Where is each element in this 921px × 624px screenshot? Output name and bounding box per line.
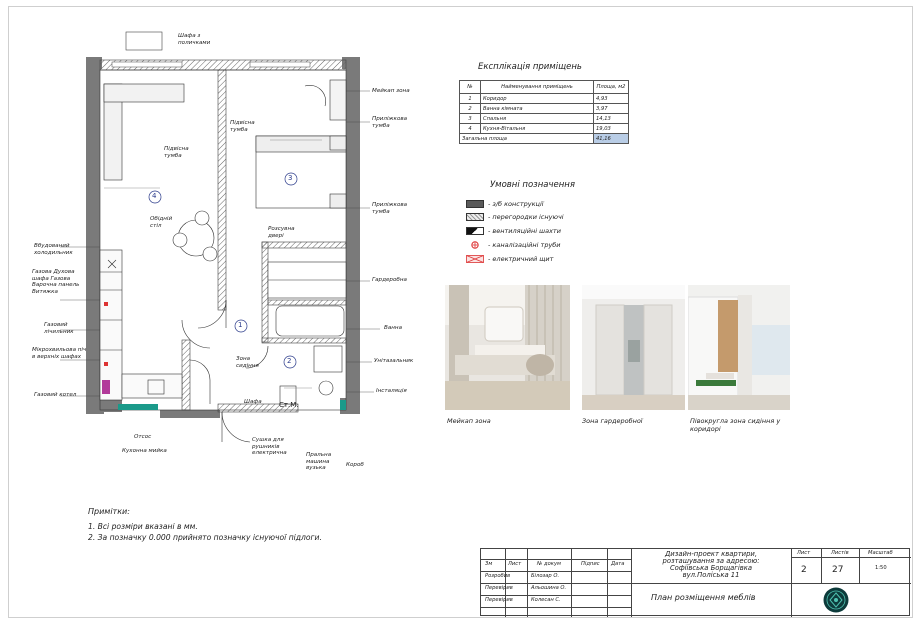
tb-name-1: Білозар О. <box>531 573 560 579</box>
room-number-2: 2 <box>287 357 292 365</box>
caption-wardrobe: Зона гардеробної <box>582 417 643 425</box>
tb-head-sheet: Лист <box>797 550 811 556</box>
note-2: 2. За позначку 0.000 прийнято позначку існуючої підлоги. <box>88 533 322 542</box>
caption-makeup: Мейкап зона <box>447 417 491 425</box>
legend-item: - каналізаційні труби <box>466 241 561 249</box>
vent-shaft-icon <box>466 227 484 235</box>
tb-scale: 1:50 <box>875 565 887 571</box>
concrete-swatch-icon <box>466 200 484 208</box>
label-box: Короб <box>346 462 364 468</box>
tb-name-3: Колесан С. <box>531 597 561 603</box>
label-kitchen-sink: Кухонна мийка <box>122 448 167 454</box>
table-row: 4 Кухня-Вітальня 19,03 <box>460 124 629 134</box>
label-shelf: Шафа з поличками <box>178 33 211 46</box>
tb-head-sheets: Листів <box>831 550 849 556</box>
exp-head-name: Найменування приміщень <box>481 81 594 94</box>
title-block <box>480 548 910 616</box>
tb-role-3: Перевірив <box>485 597 513 603</box>
table-row: 1 Коридор 4,93 <box>460 94 629 104</box>
partition-swatch-icon <box>466 213 484 221</box>
tb-role-1: Розробив <box>485 573 511 579</box>
electric-panel-icon <box>466 255 484 263</box>
notes-title: Примітки: <box>88 507 130 516</box>
legend-item: - електричний щит <box>466 255 553 263</box>
table-row: 3 Спальня 14,13 <box>460 114 629 124</box>
label-makeup: Мейкап зона <box>372 88 410 94</box>
explication-title: Експлікація приміщень <box>478 62 582 72</box>
label-sliding-door: Розсувна двері <box>268 226 295 239</box>
explication-table <box>459 80 629 144</box>
photo-seating <box>688 285 790 410</box>
label-fridge: Вбудований холодильник <box>34 243 73 256</box>
photo-wardrobe <box>582 285 685 410</box>
label-dining: Обідній стіл <box>150 216 173 229</box>
exp-head-num: № <box>460 81 481 94</box>
photo-makeup <box>445 285 570 410</box>
tb-sheet: 2 <box>801 565 807 575</box>
label-installation: Інсталяція <box>376 388 407 394</box>
label-oven: Газова Духова шафа Газова Варочна панель Витяжка <box>32 269 80 295</box>
table-row: 2 Ванна кімната 3,97 <box>460 104 629 114</box>
label-wardrobe: Гардеробна <box>372 277 407 283</box>
table-row-total: Загальна площа 41,16 <box>460 134 629 144</box>
tb-name-2: Альошина О. <box>531 585 567 591</box>
tb-head-date: Дата <box>611 561 625 567</box>
studio-logo-icon <box>821 586 851 614</box>
room-number-1: 1 <box>238 321 243 329</box>
tb-head-doc: № докум <box>537 561 561 567</box>
explication-header <box>460 81 629 94</box>
label-bedside2: Приліжкова тумба <box>372 202 408 215</box>
legend-item: - вентиляційні шахти <box>466 227 561 235</box>
tb-role-2: Перевірив <box>485 585 513 591</box>
legend-item: - з/б конструкції <box>466 200 544 208</box>
room-number-4: 4 <box>152 192 157 200</box>
exp-head-area: Площа, м2 <box>594 81 629 94</box>
label-bath: Ванна <box>384 325 403 331</box>
label-dryer: Сушка для рушників електрична <box>252 437 287 456</box>
tb-sheet-title: План розміщення меблів <box>651 593 756 602</box>
tb-sheets: 27 <box>832 565 844 575</box>
tb-head-sign: Підпис <box>581 561 600 567</box>
sewer-pipe-icon <box>466 241 484 249</box>
caption-seating: Півокругла зона сидіння у коридорі <box>690 417 781 433</box>
label-boiler: Газовий котел <box>34 392 77 398</box>
label-hanging2: Підвісна тумба <box>164 146 189 159</box>
label-hanging1: Підвісна тумба <box>230 120 255 133</box>
tb-head-list: Лист <box>508 561 522 567</box>
label-seat: Зона сидіння <box>236 356 259 369</box>
label-washer: Пральна машина вузька <box>306 452 332 471</box>
label-bedside1: Приліжкова тумба <box>372 116 408 129</box>
tb-project: Дизайн-проект квартири, розташування за адресою: Софіївська Борщагівка вул.Поліська 11 <box>662 550 760 579</box>
label-meters: Газовий лічильник <box>44 322 74 335</box>
tb-head-zm: Зм <box>485 561 493 567</box>
note-1: 1. Всі розміри вказані в мм. <box>88 522 198 531</box>
label-ots: Отсос <box>134 434 152 440</box>
legend-item: - перегородки існуючі <box>466 213 564 221</box>
label-toilet: Унітазальник <box>374 358 414 364</box>
room-number-3: 3 <box>288 174 293 182</box>
label-cabinet: Шафа <box>244 399 262 405</box>
tb-head-scale: Масштаб <box>868 550 893 556</box>
label-microwave: Мікрохвильова піч в верхніх шафах <box>32 347 87 360</box>
legend-title: Умовні позначення <box>490 180 575 190</box>
label-stm: Ст.М. <box>279 401 299 409</box>
